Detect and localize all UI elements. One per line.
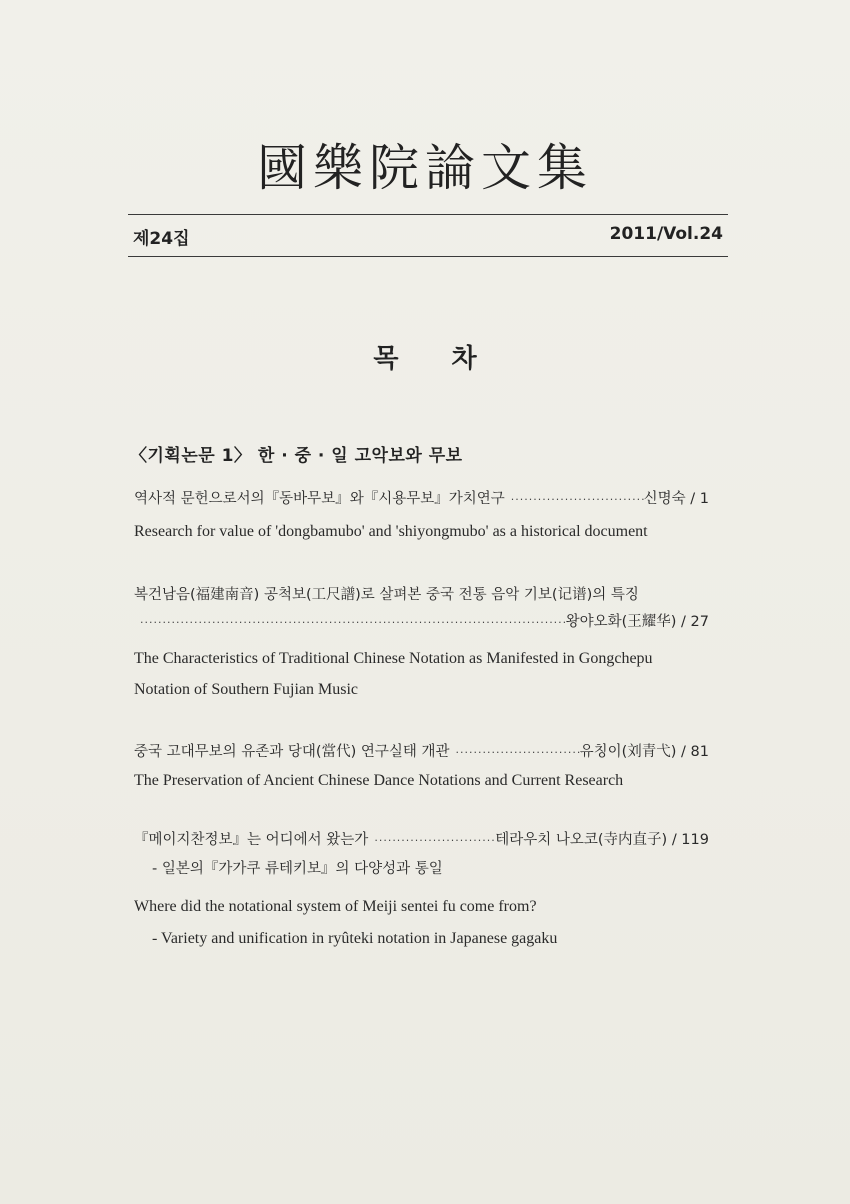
article-author-page: 테라우치 나오코(寺内直子) / 119	[495, 832, 709, 848]
leader-dots	[505, 488, 644, 512]
article-title-en: Research for value of 'dongbamubo' and 'shiyongmubo' as a historical document	[134, 523, 648, 540]
article-title-ko: 『메이지찬정보』는 어디에서 왔는가	[134, 832, 369, 848]
article-title-en: The Preservation of Ancient Chinese Dance Notations and Current Research	[134, 772, 624, 789]
header-rule-bottom	[128, 256, 728, 257]
article-subtitle-en: - Variety and unification in ryûteki notation in Japanese gagaku	[152, 930, 558, 947]
header-rule-top	[128, 214, 728, 215]
article-title-en: Where did the notational system of Meiji sentei fu come from?	[134, 898, 537, 915]
toc-entry-4[interactable]	[134, 828, 709, 852]
toc-entry-3[interactable]	[134, 740, 709, 764]
issue-number: 제24집	[133, 229, 190, 249]
article-title-en: The Characteristics of Traditional Chinese Notation as Manifested in Gongchepu	[134, 650, 653, 667]
leader-dots	[368, 829, 495, 853]
article-title-en-continued: Notation of Southern Fujian Music	[134, 681, 358, 698]
section-heading: 〈기획논문 1〉 한 · 중 · 일 고악보와 무보	[130, 446, 463, 466]
article-author-page: 왕야오화(王耀华) / 27	[565, 614, 709, 630]
toc-entry-1[interactable]	[134, 487, 709, 511]
leader-dots	[134, 611, 566, 635]
leader-dots	[449, 741, 579, 765]
article-title-ko: 복건남음(福建南音) 공척보(工尺譜)로 살펴본 중국 전통 음악 기보(记谱)의 특징	[134, 587, 639, 603]
toc-heading: 목 차	[373, 344, 499, 374]
article-author-page: 신명숙 / 1	[643, 491, 709, 507]
article-author-page: 유칭이(刘青弋) / 81	[579, 744, 709, 760]
article-title-ko: 중국 고대무보의 유존과 당대(當代) 연구실태 개관	[134, 744, 450, 760]
article-title-ko: 역사적 문헌으로서의『동바무보』와『시용무보』가치연구	[134, 491, 505, 507]
article-subtitle-ko: - 일본의『가가쿠 류테키보』의 다양성과 통일	[152, 861, 443, 877]
toc-entry-2[interactable]	[134, 610, 709, 634]
issue-year-volume: 2011/Vol.24	[609, 224, 723, 244]
journal-title: 國樂院論文集	[257, 139, 593, 197]
